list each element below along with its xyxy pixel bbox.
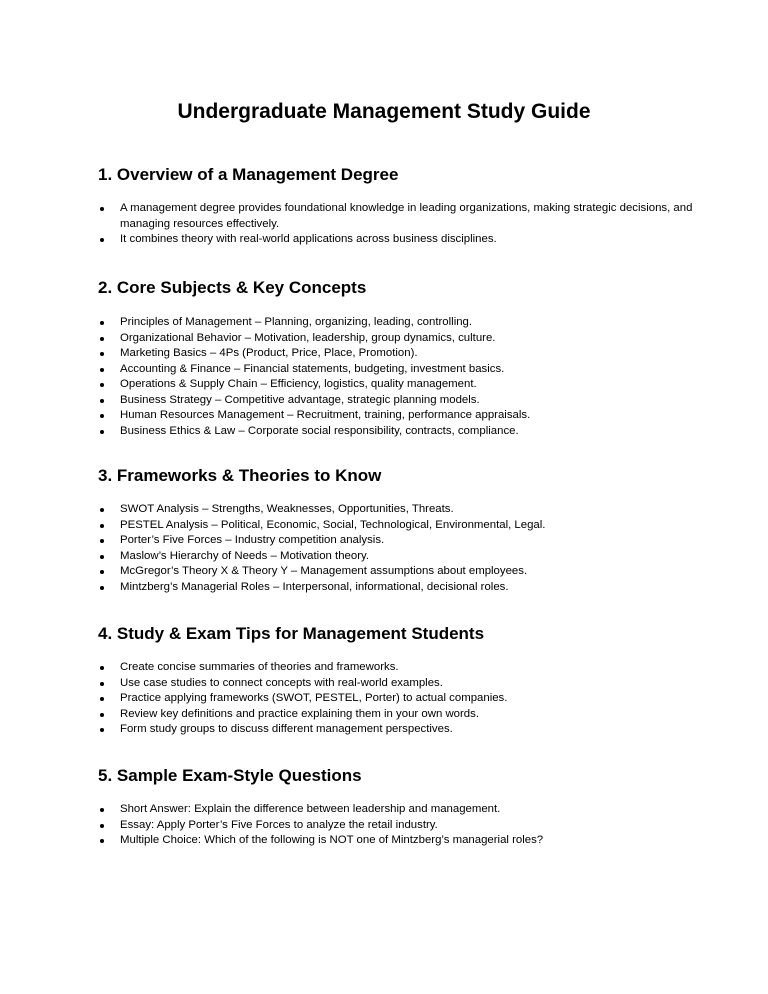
- list-item: Principles of Management – Planning, organizing, leading, controlling.: [98, 315, 698, 331]
- list-item: Business Ethics & Law – Corporate social responsibility, contracts, compliance.: [98, 424, 698, 440]
- section-heading: 5. Sample Exam-Style Questions: [98, 766, 362, 785]
- section-heading: 3. Frameworks & Theories to Know: [98, 466, 382, 485]
- list-item: Practice applying frameworks (SWOT, PESTEL, Porter) to actual companies.: [98, 691, 698, 707]
- list-item: Essay: Apply Porter’s Five Forces to analyze the retail industry.: [98, 818, 698, 834]
- list-item: PESTEL Analysis – Political, Economic, Social, Technological, Environmental, Legal.: [98, 518, 698, 534]
- section-overview: [98, 164, 698, 248]
- bullet-list: [98, 660, 698, 738]
- list-item: Organizational Behavior – Motivation, leadership, group dynamics, culture.: [98, 331, 698, 347]
- list-item: Create concise summaries of theories and frameworks.: [98, 660, 698, 676]
- list-item: Human Resources Management – Recruitment, training, performance appraisals.: [98, 408, 698, 424]
- list-item: Review key definitions and practice explaining them in your own words.: [98, 707, 698, 723]
- section-heading: 2. Core Subjects & Key Concepts: [98, 278, 367, 297]
- list-item: Business Strategy – Competitive advantage, strategic planning models.: [98, 393, 698, 409]
- list-item: A management degree provides foundational knowledge in leading organizations, making strategic decisions, and managing resources effectively.: [98, 201, 698, 232]
- bullet-list: [98, 802, 698, 849]
- section-study-tips: [98, 623, 698, 738]
- section-heading: 1. Overview of a Management Degree: [98, 165, 399, 184]
- list-item: Multiple Choice: Which of the following is NOT one of Mintzberg’s managerial roles?: [98, 833, 698, 849]
- list-item: McGregor’s Theory X & Theory Y – Management assumptions about employees.: [98, 564, 698, 580]
- list-item: Maslow’s Hierarchy of Needs – Motivation theory.: [98, 549, 698, 565]
- list-item: Mintzberg’s Managerial Roles – Interpersonal, informational, decisional roles.: [98, 580, 698, 596]
- list-item: Marketing Basics – 4Ps (Product, Price, Place, Promotion).: [98, 346, 698, 362]
- section-heading: 4. Study & Exam Tips for Management Students: [98, 624, 485, 643]
- list-item: It combines theory with real-world applications across business disciplines.: [98, 232, 698, 248]
- list-item: Porter’s Five Forces – Industry competition analysis.: [98, 533, 698, 549]
- list-item: Accounting & Finance – Financial statements, budgeting, investment basics.: [98, 362, 698, 378]
- list-item: Short Answer: Explain the difference between leadership and management.: [98, 802, 698, 818]
- document-title: Undergraduate Management Study Guide: [177, 100, 591, 123]
- section-core-subjects: [98, 277, 698, 439]
- section-frameworks: [98, 465, 698, 595]
- bullet-list: [98, 315, 698, 439]
- bullet-list: [98, 201, 698, 248]
- bullet-list: [98, 502, 698, 595]
- list-item: Form study groups to discuss different management perspectives.: [98, 722, 698, 738]
- section-sample-questions: [98, 765, 698, 849]
- list-item: Use case studies to connect concepts with real-world examples.: [98, 676, 698, 692]
- list-item: Operations & Supply Chain – Efficiency, logistics, quality management.: [98, 377, 698, 393]
- list-item: SWOT Analysis – Strengths, Weaknesses, Opportunities, Threats.: [98, 502, 698, 518]
